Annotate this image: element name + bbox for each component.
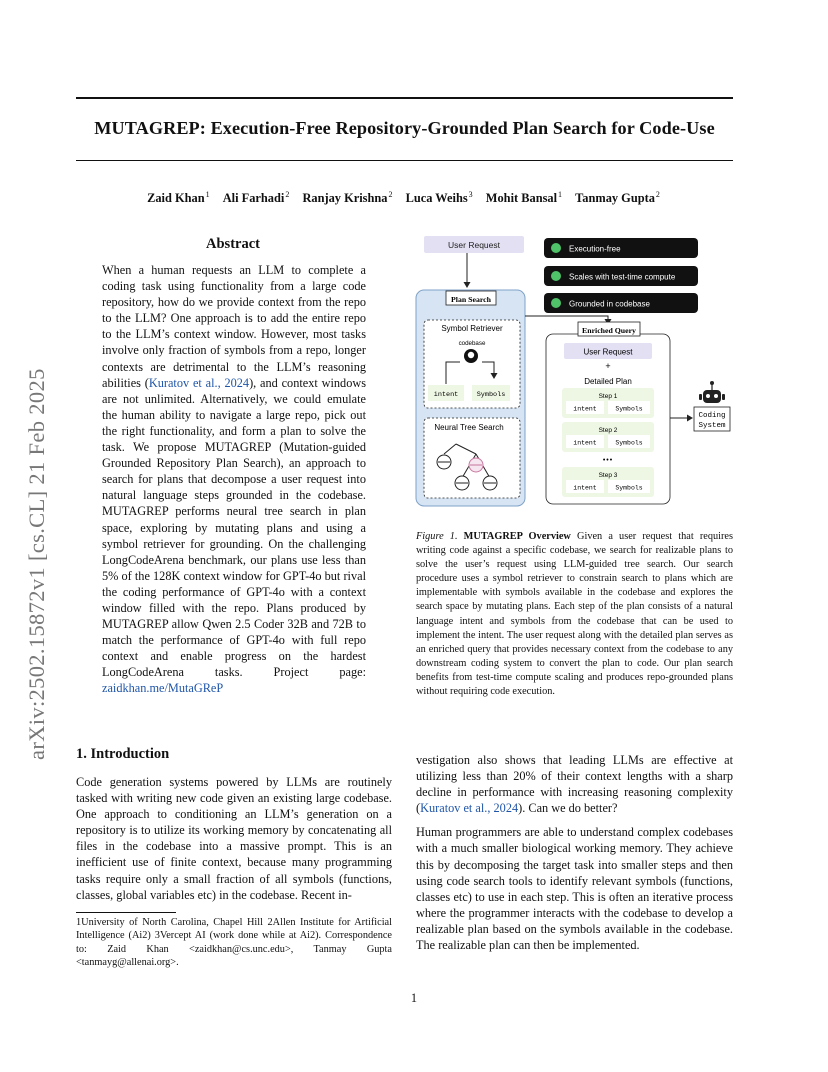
feature-label: Execution-free (569, 244, 621, 254)
author: Tanmay Gupta$^2$ (575, 190, 660, 205)
enriched-query-label: Enriched Query (582, 326, 636, 335)
citation-link[interactable]: Kuratov et al., 2024 (148, 375, 250, 390)
author-list (76, 190, 733, 206)
symbols-label: Symbols (476, 391, 506, 399)
author: Luca Weihs$^3$ (405, 190, 473, 205)
svg-text:Symbols: Symbols (615, 405, 643, 413)
svg-text:Symbols: Symbols (615, 484, 643, 492)
step-label: Step 1 (598, 393, 618, 400)
plus-sign: + (605, 361, 611, 371)
robot-icon (699, 381, 725, 403)
user-request-inner-label: User Request (583, 347, 633, 357)
svg-text:intent: intent (573, 405, 597, 413)
arxiv-identifier: arXiv:2502.15872v1 [cs.CL] 21 Feb 2025 (24, 368, 49, 760)
paragraph: vestigation also shows that leading LLMs are effective at utilizing less than 20% of their context lengths with a sharp decline in performance with increasing reasoning complexity (Kuratov et al., 2024). Can we do better? (416, 753, 733, 816)
citation-link[interactable]: Kuratov et al., 2024 (420, 801, 519, 816)
step-label: Step 3 (598, 472, 618, 479)
author: Zaid Khan$^1$ (147, 190, 210, 205)
figure-1-diagram (412, 232, 734, 510)
plan-search-label: Plan Search (451, 295, 491, 304)
symbol-retriever-label: Symbol Retriever (441, 324, 503, 333)
figure-caption: Figure 1. MUTAGREP Overview Given a user request that requires writing code against a specific codebase, we search for realizable plans to solve the user’s request using LLM-guided tree search. Our search procedure uses a symbol retriever to constrain search to plans which are implementable with symbols available in the codebase and explores the search space by mutating plans. Each step of the plan consists of a natural language intent and symbols from the codebase that can be used to implement the intent. The user request along with the detailed plan serves as an enriched query that provides necessary context from the codebase to any downstream coding system to convert the plan to code. Our plan search benefits from test-time compute scaling and produces repo-grounded plans without requiring code execution. (416, 531, 733, 698)
abstract-body: When a human requests an LLM to complete a coding task using functionality from a large code repository, how do we provide context from the repo to the LLM? One approach is to add the entire repo to the LLM’s context window. However, most tasks involve only fraction of symbols from a repo, longer contexts are detrimental to the LLM’s reasoning abilities (Kuratov et al., 2024), and context windows are not unlimited. Alternatively, we could emulate the human ability to navigate a large repo, pick out the right functionality, and form a plan to solve the task. We propose MUTAGREP (Mutation-guided Grounded Repository Plan Search), an approach to search for plans that decompose a user request into natural language steps grounded in the codebase. MUTAGREP performs neural tree search in plan space, exploring by mutating plans and using a symbol retriever for grounding. On the challenging LongCodeArena benchmark, our plans use less than 5% of the 128K context window for GPT-4o but rival the coding performance of GPT-4o with a context window filled with the repo. Plans produced by MUTAGREP allow Qwen 2.5 Coder 32B and 72B to match the performance of GPT-4o with full repo context and enable progress on the hardest LongCodeArena tasks. Project page: zaidkhan.me/MutaGReP (102, 263, 367, 696)
feature-label: Scales with test-time compute (569, 272, 676, 282)
title-rule-top (76, 97, 733, 99)
svg-text:intent: intent (573, 439, 597, 447)
footnote-rule (76, 912, 176, 913)
codebase-label: codebase (458, 340, 486, 347)
feature-label: Grounded in codebase (569, 299, 650, 309)
intro-right-column (416, 752, 733, 961)
section-heading: 1. Introduction (76, 746, 170, 762)
title-rule-bottom (76, 160, 733, 161)
user-request-label: User Request (448, 240, 500, 250)
step-label: Step 2 (598, 427, 618, 434)
feature-badge (544, 238, 698, 258)
author: Ranjay Krishna$^2$ (302, 190, 393, 205)
intent-label: intent (433, 391, 459, 399)
paper-title: MUTAGREP: Execution-Free Repository-Grounded Plan Search for Code-Use (94, 118, 715, 138)
author: Ali Farhadi$^2$ (222, 190, 290, 205)
page-number: 1 (410, 991, 418, 1005)
coding-system-label: Coding (698, 412, 726, 420)
paragraph: Human programmers are able to understand complex codebases with a much smaller biological working memory. They achieve this by decomposing the target task into smaller steps and then using code search tools to identify relevant symbols (functions, classes etc) to use in each step. This is often an iterative process where the programmer interacts with the codebase to develop a realizable plan based on the symbols available in the codebase. The realizable plan can then be implemented. (416, 825, 733, 953)
neural-tree-label: Neural Tree Search (434, 423, 504, 432)
footnote: 1University of North Carolina, Chapel Hill 2Allen Institute for Artificial Intelligence (Ai2) 3Vercept AI (work done while at Ai2). Correspondence to: Zaid Khan <zaidkhan@cs.unc.edu>, Tanmay Gupta <tanmayg@allenai.org>. (76, 917, 392, 968)
abstract-heading: Abstract (206, 236, 260, 252)
ellipsis: ••• (602, 457, 614, 464)
svg-text:Symbols: Symbols (615, 439, 643, 447)
detailed-plan-label: Detailed Plan (584, 377, 632, 386)
intro-left-column: Code generation systems powered by LLMs are routinely tasked with writing new code given an existing large codebase. One approach to conditioning an LLM’s generation on a repository is to utilize its working memory by concatenating all files in the codebase into a massive prompt. This is an inefficient use of finite context, because many programming tasks require only a small fraction of all symbols (functions, classes, global variables etc) in the codebase. Recent in- (76, 775, 392, 902)
project-page-link[interactable]: zaidkhan.me/MutaGReP (102, 681, 224, 696)
svg-text:intent: intent (573, 484, 597, 492)
author: Mohit Bansal$^1$ (485, 190, 563, 205)
coding-system-label: System (698, 422, 726, 430)
